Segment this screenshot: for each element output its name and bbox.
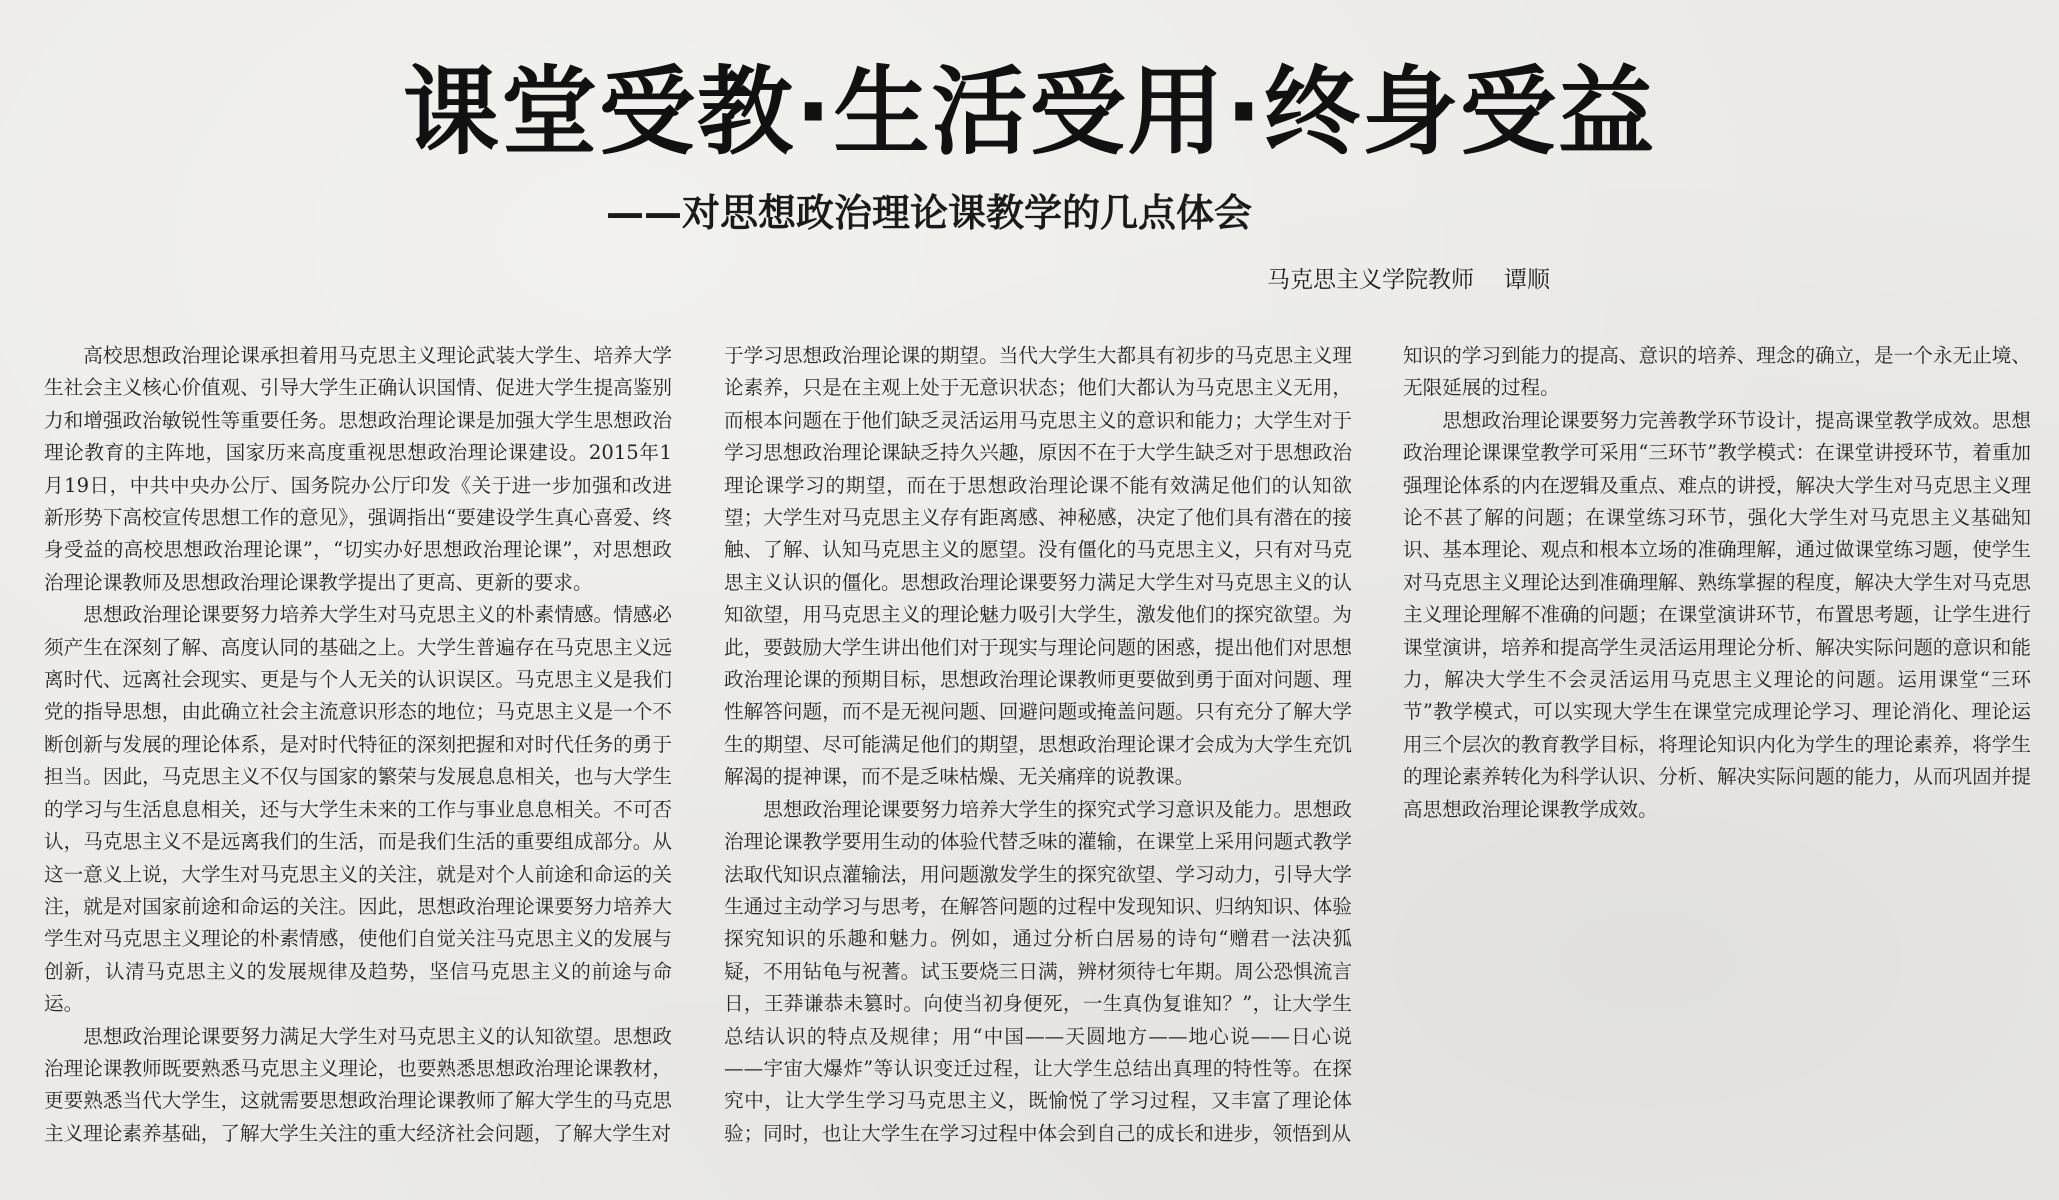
paragraph-3-continued: 于学习思想政治理论课的期望。当代大学生大都具有初步的马克思主义理论素养，只是在主观上处于无意识状态；他们大都认为马克思主义无用，而根本问题在于他们缺乏灵活运用马克思主义的意识和能力；大学生对于学习思想政治理论课缺乏持久兴趣，原因不在于大学生缺乏对于思想政治理论课学习的期望，而在于思想政治理论课不能有效满足他们的认知欲望；大学生对马克思主义存有距离感、神秘感，决定了他们具有潜在的接触、了解、认知马克思主义的愿望。没有僵化的马克思主义，只有对马克思主义认识的僵化。思想政治理论课要努力满足大学生对马克思主义的认知欲望，用马克思主义的理论魅力吸引大学生，激发他们的探究欲望。为此，要鼓励大学生讲出他们对于现实与理论问题的困惑，提出他们对思想政治理论课的预期目标，思想政治理论课教师更要做到勇于面对问题、理性解答问题，而不是无视问题、回避问题或掩盖问题。只有充分了解大学生的期望、尽可能满足他们的期望，思想政治理论课才会成为大学生充饥解渴的提神课，而不是乏味枯燥、无关痛痒的说教课。 xyxy=(724,344,1352,789)
author-name: 谭顺 xyxy=(1504,267,1550,293)
paragraph-2: 思想政治理论课要努力培养大学生对马克思主义的朴素情感。情感必须产生在深刻了解、高度认同的基础之上。大学生普遍存在马克思主义远离时代、远离社会现实、更是与个人无关的认识误区。马克思主义是我们党的指导思想，由此确立社会主流意识形态的地位；马克思主义是一个不断创新与发展的理论体系，是对时代特征的深刻把握和对时代任务的勇于担当。因此，马克思主义不仅与国家的繁荣与发展息息相关，也与大学生的学习与生活息息相关，还与大学生未来的工作与事业息息相关。不可否认，马克思主义不是远离我们的生活，而是我们生活的重要组成部分。从这一意义上说，大学生对马克思主义的关注，就是对个人前途和命运的关注，就是对国家前途和命运的关注。因此，思想政治理论课要努力培养大学生对马克思主义理论的朴素情感，使他们自觉关注马克思主义的发展与创新，认清马克思主义的发展规律及趋势，坚信马克思主义的前途与命运。 xyxy=(44,603,672,1016)
paragraph-1: 高校思想政治理论课承担着用马克思主义理论武装大学生、培养大学生社会主义核心价值观、引导大学生正确认识国情、促进大学生提高鉴别力和增强政治敏锐性等重要任务。思想政治理论课是加强大学生思想政治理论教育的主阵地，国家历来高度重视思想政治理论课建设。2015年1月19日，中共中央办公厅、国务院办公厅印发《关于进一步加强和改进新形势下高校宣传思想工作的意见》，强调指出“要建设学生真心喜爱、终身受益的高校思想政治理论课”，“切实办好思想政治理论课”，对思想政治理论课教师及思想政治理论课教学提出了更高、更新的要求。 xyxy=(44,344,672,594)
paragraph-5: 思想政治理论课要努力完善教学环节设计，提高课堂教学成效。思想政治理论课课堂教学可采用“三环节”教学模式：在课堂讲授环节，着重加强理论体系的内在逻辑及重点、难点的讲授，解决大学生对马克思主义理论不甚了解的问题；在课堂练习环节，强化大学生对马克思主义基础知识、基本理论、观点和根本立场的准确理解，通过做课堂练习题，使学生对马克思主义理论达到准确理解、熟练掌握的程度，解决大学生对马克思主义理论理解不准确的问题；在课堂演讲环节，布置思考题，让学生进行课堂演讲，培养和提高学生灵活运用理论分析、解决实际问题的意识和能力，解决大学生不会灵活运用马克思主义理论的问题。运用课堂“三环节”教学模式，可以实现大学生在课堂完成理论学习、理论消化、理论运用三个层次的教育教学目标，将理论知识内化为学生的理论素养，将学生的理论素养转化为科学认识、分析、解决实际问题的能力，从而巩固并提高思想政治理论课教学成效。 xyxy=(1403,408,2031,821)
author-role: 马克思主义学院教师 xyxy=(1267,267,1474,293)
paragraph-4: 思想政治理论课要努力培养大学生的探究式学习意识及能力。思想政治理论课教学要用生动的体验代替乏味的灌输，在课堂上采用问题式教学法取代知识点灌输法，用问题激发学生的探究欲望、学习动力，引导大学生通过主动学习与思考，在解答问题的过程中发现知识、归纳知识、体验探究知识的乐趣和魅力。例如，通过分析白居易的诗句“赠君一法决狐疑，不用钻龟与祝蓍。试玉要烧三日满，辨材须待七年期。周公恐惧流言日，王莽谦恭未篡时。向使当初身便死，一生真伪复谁知？”，让大学生总结认识的特点及规律；用“中国——天圆地方——地心说——日心说——宇宙大爆炸”等认识变迁过程，让大学生总结出真理的特性等。在探究中，让大学生学习马克思主义，既愉悦了学习过程，又丰富了理论体验；同时，也让大学生在学习过程中体会到自己的成长和进步，领悟到从 xyxy=(724,797,1352,1145)
byline xyxy=(0,262,1550,298)
article-column-1 xyxy=(44,340,672,1160)
article-column-3 xyxy=(1403,340,2031,1160)
paragraph-3: 思想政治理论课要努力满足大学生对马克思主义的认知欲望。思想政治理论课教师既要熟悉马克思主义理论，也要熟悉思想政治理论课教材，更要熟悉当代大学生，这就需要思想政治理论课教师了解大学生的马克思主义理论素养基础，了解大学生关注的重大经济社会问题，了解大学生对 xyxy=(44,1024,672,1145)
article-column-2 xyxy=(724,340,1352,1160)
article-title: 课堂受教·生活受用·终身受益 xyxy=(403,56,1656,168)
article-subtitle: ——对思想政治理论课教学的几点体会 xyxy=(606,191,1253,235)
paragraph-4-continued: 知识的学习到能力的提高、意识的培养、理念的确立，是一个永无止境、无限延展的过程。 xyxy=(1403,344,2031,400)
